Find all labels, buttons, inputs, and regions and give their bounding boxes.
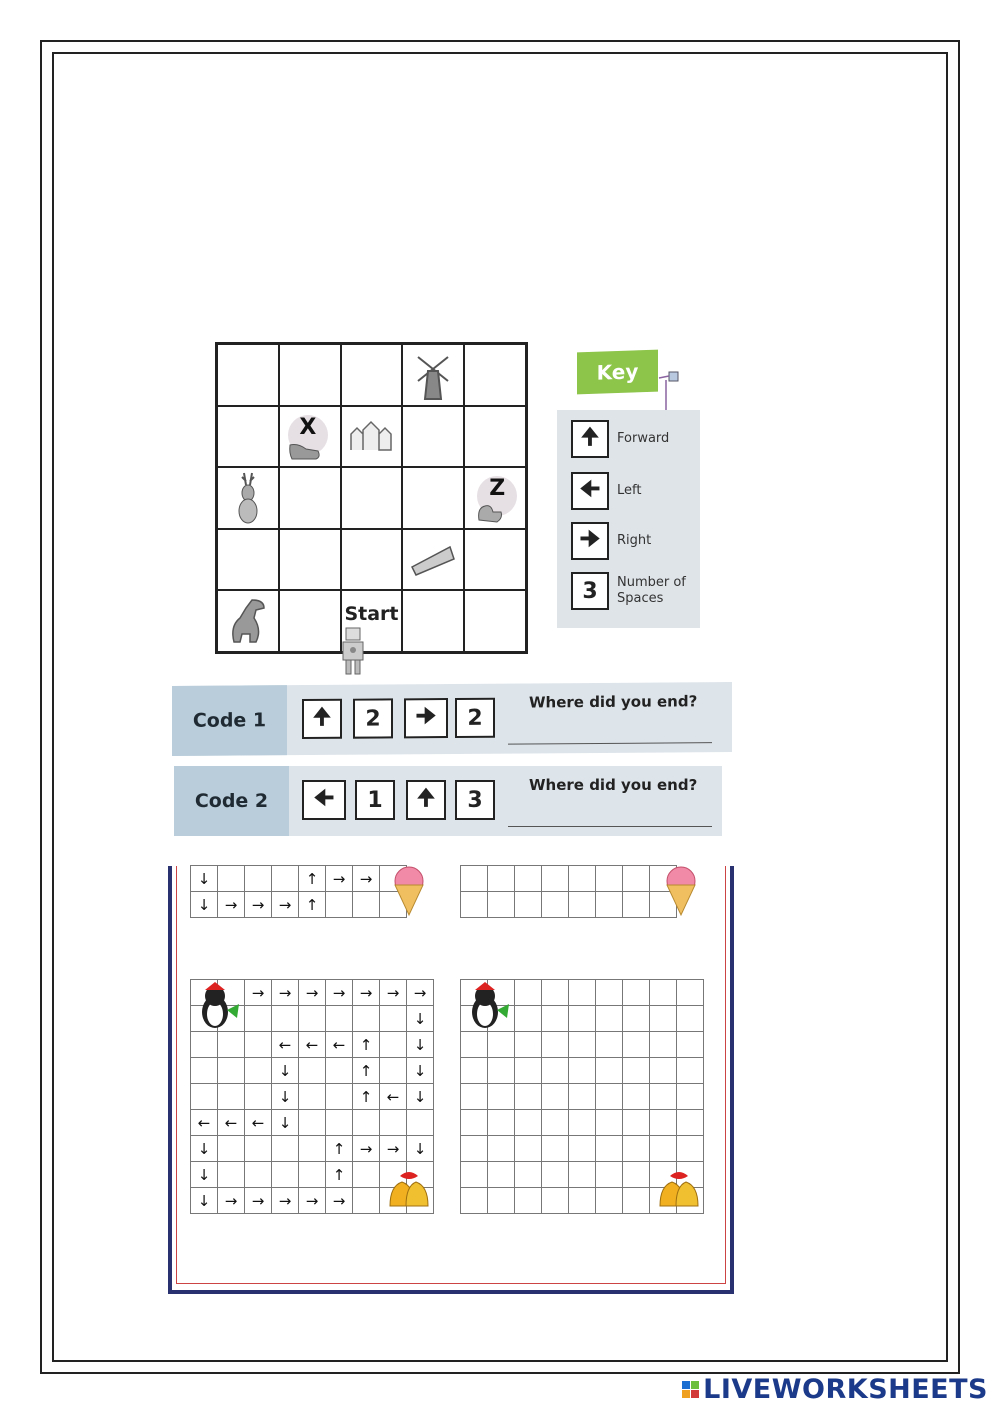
grid-cell	[272, 1162, 299, 1188]
grid-cell[interactable]	[515, 1058, 542, 1084]
dinosaur-icon	[226, 596, 270, 646]
number-box: 3	[571, 572, 609, 610]
jackalope-icon	[234, 471, 262, 525]
grid-cell[interactable]	[488, 866, 515, 892]
grid-cell: →	[272, 1188, 299, 1214]
grid-cell	[191, 1058, 218, 1084]
key-row-spaces	[571, 572, 697, 610]
robot-icon	[338, 626, 368, 678]
grid-cell[interactable]	[542, 1110, 569, 1136]
grid-cell[interactable]	[569, 1006, 596, 1032]
grid-cell: ↓	[407, 1136, 434, 1162]
brand-name: LIVEWORKSHEETS	[703, 1374, 988, 1405]
icecream-answer-grid[interactable]	[460, 865, 677, 918]
grid-cell: →	[326, 1188, 353, 1214]
key-row-forward	[571, 420, 669, 458]
grid-cell	[353, 1162, 380, 1188]
grid-cell	[218, 1136, 245, 1162]
maze-cell	[279, 344, 341, 406]
grid-cell[interactable]	[677, 1110, 704, 1136]
grid-cell	[245, 1058, 272, 1084]
grid-cell[interactable]	[569, 1058, 596, 1084]
z-label: Z	[489, 476, 506, 502]
grid-cell: →	[380, 980, 407, 1006]
grid-cell[interactable]	[650, 1006, 677, 1032]
grid-cell: →	[353, 866, 380, 892]
grid-cell[interactable]	[596, 1032, 623, 1058]
grid-cell[interactable]	[515, 892, 542, 918]
grid-cell: ↑	[326, 1136, 353, 1162]
key-connector	[657, 370, 679, 412]
grid-cell[interactable]	[461, 1032, 488, 1058]
grid-cell[interactable]	[515, 1162, 542, 1188]
grid-cell	[218, 866, 245, 892]
grid-cell[interactable]	[542, 1058, 569, 1084]
grid-cell	[299, 1006, 326, 1032]
maze-cell	[464, 406, 526, 468]
penguin-icon	[461, 980, 515, 1032]
grid-cell[interactable]	[488, 1110, 515, 1136]
grid-cell	[218, 1084, 245, 1110]
grid-cell[interactable]	[488, 1058, 515, 1084]
shoe-icon	[288, 439, 322, 461]
grid-cell[interactable]	[623, 1006, 650, 1032]
grid-cell[interactable]	[623, 980, 650, 1006]
grid-cell	[326, 1110, 353, 1136]
grid-cell: ↓	[407, 1032, 434, 1058]
code-step: 3	[455, 780, 495, 820]
squirrel-icon	[475, 498, 505, 524]
grid-cell: ↑	[299, 892, 326, 918]
grid-cell[interactable]	[569, 1136, 596, 1162]
grid-cell	[380, 1006, 407, 1032]
grid-cell: →	[245, 980, 272, 1006]
grid-cell: ↓	[191, 1136, 218, 1162]
grid-cell[interactable]	[542, 1188, 569, 1214]
penguin-icon	[191, 980, 245, 1032]
grid-cell: ↑	[353, 1084, 380, 1110]
pie-icon	[410, 543, 456, 577]
maze-cell	[279, 590, 341, 652]
grid-cell	[245, 1006, 272, 1032]
grid-cell	[326, 1084, 353, 1110]
grid-cell[interactable]	[596, 980, 623, 1006]
maze-cell	[402, 590, 464, 652]
grid-cell[interactable]	[515, 980, 542, 1006]
maze-cell-x	[279, 406, 341, 468]
left-arrow-icon: 🠈	[302, 780, 346, 820]
grid-cell: ←	[299, 1032, 326, 1058]
grid-cell: →	[353, 980, 380, 1006]
grid-cell: ↑	[326, 1162, 353, 1188]
grid-cell[interactable]	[650, 1032, 677, 1058]
grid-cell: →	[218, 1188, 245, 1214]
grid-cell[interactable]	[623, 892, 650, 918]
grid-cell[interactable]	[596, 866, 623, 892]
maze-cell	[464, 529, 526, 591]
grid-cell[interactable]	[569, 1084, 596, 1110]
grid-cell[interactable]	[488, 1188, 515, 1214]
grid-cell[interactable]	[515, 1006, 542, 1032]
key-title	[577, 350, 658, 395]
grid-cell: ←	[191, 1110, 218, 1136]
x-label: X	[299, 414, 317, 440]
grid-cell[interactable]	[569, 1188, 596, 1214]
grid-cell[interactable]	[542, 892, 569, 918]
right-arrow-icon: 🠊	[404, 698, 448, 738]
grid-cell[interactable]	[623, 1136, 650, 1162]
brand-logo	[682, 1374, 988, 1405]
grid-cell: →	[299, 1188, 326, 1214]
code-step: 1	[355, 780, 395, 820]
maze-cell-dinosaur	[217, 590, 279, 652]
grid-cell	[407, 1110, 434, 1136]
grid-cell[interactable]	[542, 1162, 569, 1188]
grid-cell[interactable]	[623, 1110, 650, 1136]
grid-cell: ↓	[191, 892, 218, 918]
grid-cell[interactable]	[569, 866, 596, 892]
key-label: Forward	[617, 431, 670, 446]
grid-cell[interactable]	[650, 1110, 677, 1136]
grid-cell	[245, 1032, 272, 1058]
grid-cell	[299, 1058, 326, 1084]
grid-cell[interactable]	[677, 1032, 704, 1058]
grid-cell: ←	[380, 1084, 407, 1110]
grid-cell[interactable]	[596, 1110, 623, 1136]
grid-cell[interactable]	[650, 1084, 677, 1110]
grid-cell	[218, 1058, 245, 1084]
grid-cell	[245, 1084, 272, 1110]
maze-cell-rabbit	[217, 467, 279, 529]
maze-cell	[402, 406, 464, 468]
grid-cell: ↑	[353, 1032, 380, 1058]
grid-cell[interactable]	[596, 1058, 623, 1084]
key-row-left	[571, 472, 641, 510]
grid-cell[interactable]	[677, 1084, 704, 1110]
grid-cell: ↓	[191, 1162, 218, 1188]
right-arrow-icon: 🠊	[571, 522, 609, 560]
grid-cell: ←	[218, 1110, 245, 1136]
grid-cell: →	[407, 980, 434, 1006]
grid-cell[interactable]	[461, 866, 488, 892]
ice-cream-icon	[382, 864, 436, 918]
grid-cell[interactable]	[488, 1084, 515, 1110]
code-strip-2	[174, 766, 722, 836]
grid-cell[interactable]	[461, 1188, 488, 1214]
grid-cell[interactable]	[461, 1136, 488, 1162]
maze-cell-windmill	[402, 344, 464, 406]
grid-cell[interactable]	[569, 980, 596, 1006]
grid-cell: ↓	[407, 1006, 434, 1032]
grid-cell: →	[380, 1136, 407, 1162]
grid-cell[interactable]	[515, 1136, 542, 1162]
grid-cell	[353, 892, 380, 918]
grid-cell[interactable]	[677, 980, 704, 1006]
grid-cell	[353, 1110, 380, 1136]
bells-icon	[382, 1162, 436, 1214]
grid-cell: →	[353, 1136, 380, 1162]
grid-cell[interactable]	[650, 1058, 677, 1084]
grid-cell[interactable]	[596, 1084, 623, 1110]
maze-cell	[279, 529, 341, 591]
maze-grid	[215, 342, 528, 654]
grid-cell[interactable]	[677, 1058, 704, 1084]
maze-cell-castle	[341, 406, 403, 468]
grid-cell: →	[326, 980, 353, 1006]
forward-arrow-icon: 🠉	[571, 420, 609, 458]
maze-cell	[464, 344, 526, 406]
code-2-answer-field[interactable]	[508, 826, 712, 827]
grid-cell	[380, 1032, 407, 1058]
grid-cell[interactable]	[542, 1136, 569, 1162]
grid-cell	[218, 1162, 245, 1188]
grid-cell[interactable]	[623, 1032, 650, 1058]
maze-cell-pie	[402, 529, 464, 591]
grid-cell[interactable]	[677, 1006, 704, 1032]
grid-cell: ↓	[407, 1058, 434, 1084]
grid-cell[interactable]	[515, 866, 542, 892]
grid-cell: →	[218, 892, 245, 918]
grid-cell: ←	[245, 1110, 272, 1136]
grid-cell[interactable]	[515, 1188, 542, 1214]
key-label: Number of Spaces	[617, 575, 686, 606]
grid-cell[interactable]	[677, 1136, 704, 1162]
grid-cell	[245, 1136, 272, 1162]
grid-cell[interactable]	[488, 1162, 515, 1188]
grid-cell	[380, 1058, 407, 1084]
grid-cell[interactable]	[515, 1084, 542, 1110]
maze-cell	[217, 406, 279, 468]
maze-cell-z	[464, 467, 526, 529]
maze-cell	[217, 344, 279, 406]
grid-cell	[299, 1136, 326, 1162]
maze-cell	[341, 344, 403, 406]
grid-cell[interactable]	[650, 980, 677, 1006]
grid-cell[interactable]	[596, 892, 623, 918]
grid-cell: →	[272, 980, 299, 1006]
grid-cell[interactable]	[461, 1110, 488, 1136]
grid-cell: →	[272, 892, 299, 918]
icecream-example-grid	[190, 865, 407, 918]
grid-cell: ↑	[353, 1058, 380, 1084]
maze-cell	[341, 467, 403, 529]
key-row-right	[571, 522, 651, 560]
grid-cell[interactable]	[596, 1136, 623, 1162]
grid-cell: ↓	[407, 1084, 434, 1110]
grid-cell[interactable]	[623, 866, 650, 892]
ice-cream-icon	[654, 864, 708, 918]
maze-cell	[464, 590, 526, 652]
grid-cell[interactable]	[488, 1032, 515, 1058]
grid-cell	[272, 1136, 299, 1162]
grid-cell[interactable]	[542, 1032, 569, 1058]
grid-cell	[326, 1006, 353, 1032]
grid-cell[interactable]	[542, 980, 569, 1006]
forward-arrow-icon: 🠉	[406, 780, 446, 820]
key-label: Right	[617, 533, 652, 548]
grid-cell	[380, 1110, 407, 1136]
grid-cell: ↓	[272, 1110, 299, 1136]
grid-cell[interactable]	[623, 1162, 650, 1188]
grid-cell	[191, 1084, 218, 1110]
grid-cell[interactable]	[488, 1136, 515, 1162]
code-2-label: Code 2	[174, 766, 289, 836]
grid-cell[interactable]	[461, 1058, 488, 1084]
grid-cell[interactable]	[461, 1084, 488, 1110]
grid-cell[interactable]	[461, 1162, 488, 1188]
grid-cell	[218, 1032, 245, 1058]
grid-cell: →	[245, 892, 272, 918]
grid-cell[interactable]	[569, 1110, 596, 1136]
grid-cell	[272, 866, 299, 892]
key-label: Left	[617, 483, 642, 498]
grid-cell: ↓	[272, 1084, 299, 1110]
grid-cell[interactable]	[596, 1006, 623, 1032]
grid-cell[interactable]	[623, 1188, 650, 1214]
code-2-question: Where did you end?	[529, 776, 698, 794]
maze-cell	[217, 529, 279, 591]
grid-cell: ↑	[299, 866, 326, 892]
grid-cell	[191, 1032, 218, 1058]
grid-cell	[326, 1058, 353, 1084]
grid-cell	[299, 1084, 326, 1110]
bells-icon	[652, 1162, 706, 1214]
code-step: 2	[455, 698, 495, 738]
key-panel	[557, 410, 700, 628]
grid-cell: ↓	[191, 1188, 218, 1214]
code-1-question: Where did you end?	[529, 692, 698, 712]
grid-cell: ↓	[191, 866, 218, 892]
grid-cell[interactable]	[542, 1084, 569, 1110]
grid-cell[interactable]	[596, 1162, 623, 1188]
left-arrow-icon: 🠈	[571, 472, 609, 510]
castle-icon	[347, 420, 395, 452]
grid-cell	[353, 1188, 380, 1214]
grid-cell	[353, 1006, 380, 1032]
key-title-text: Key	[596, 359, 639, 385]
maze-cell	[402, 467, 464, 529]
grid-cell[interactable]	[569, 892, 596, 918]
grid-cell[interactable]	[542, 866, 569, 892]
maze-cell	[341, 529, 403, 591]
grid-cell[interactable]	[515, 1110, 542, 1136]
code-1-label: Code 1	[172, 685, 287, 756]
grid-cell[interactable]	[515, 1032, 542, 1058]
grid-cell[interactable]	[542, 1006, 569, 1032]
grid-cell[interactable]	[461, 892, 488, 918]
grid-cell: ↓	[272, 1058, 299, 1084]
grid-cell[interactable]	[650, 1136, 677, 1162]
start-label: Start	[344, 603, 399, 626]
code-1-answer-field[interactable]	[508, 742, 712, 744]
grid-cell	[299, 1110, 326, 1136]
grid-cell[interactable]	[569, 1032, 596, 1058]
grid-cell	[326, 892, 353, 918]
grid-cell: ←	[326, 1032, 353, 1058]
code-step: 2	[353, 698, 393, 738]
grid-cell[interactable]	[623, 1058, 650, 1084]
grid-cell[interactable]	[488, 892, 515, 918]
grid-cell: →	[299, 980, 326, 1006]
grid-cell[interactable]	[623, 1084, 650, 1110]
grid-cell	[299, 1162, 326, 1188]
grid-cell: →	[245, 1188, 272, 1214]
grid-cell: ←	[272, 1032, 299, 1058]
maze-cell	[279, 467, 341, 529]
grid-cell: →	[326, 866, 353, 892]
grid-cell[interactable]	[569, 1162, 596, 1188]
grid-cell[interactable]	[596, 1188, 623, 1214]
brand-mark-icon	[682, 1381, 699, 1398]
windmill-icon	[410, 349, 456, 401]
grid-cell	[272, 1006, 299, 1032]
code-strip-1	[172, 682, 732, 756]
grid-cell	[245, 1162, 272, 1188]
grid-cell	[245, 866, 272, 892]
forward-arrow-icon: 🠉	[302, 699, 342, 739]
